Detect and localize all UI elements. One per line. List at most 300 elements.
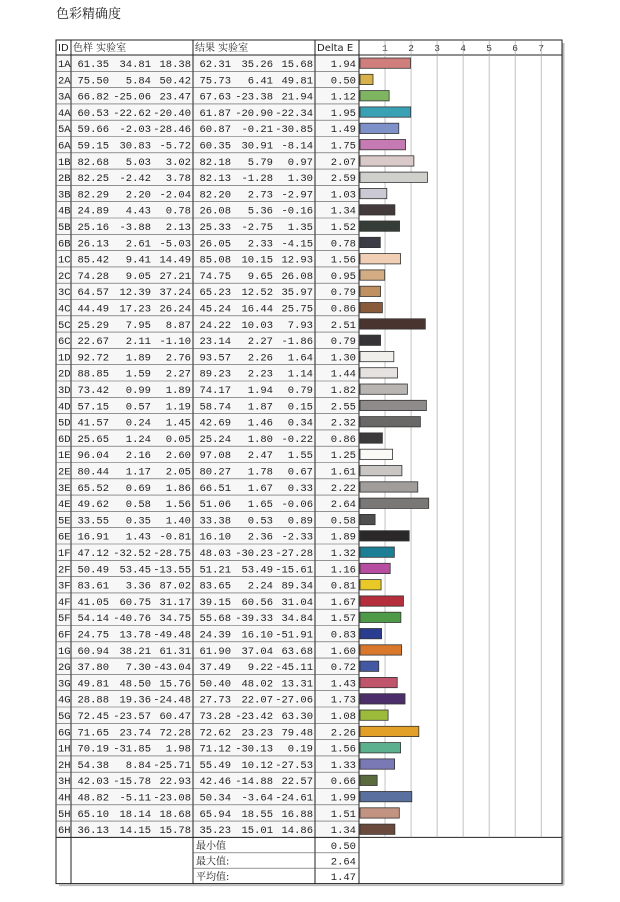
reference-lab-value: -5.03 xyxy=(159,238,191,251)
reference-lab-value: 49.81 xyxy=(77,678,109,691)
result-lab-value: -27.06 xyxy=(275,694,313,707)
result-lab-value: -0.21 xyxy=(241,124,273,137)
row-id: 3A xyxy=(58,91,71,104)
row-id: 3B xyxy=(58,189,71,202)
result-lab-value: -1.28 xyxy=(241,173,273,186)
result-lab-value: 73.28 xyxy=(199,710,231,723)
reference-lab-value: 53.45 xyxy=(119,564,151,577)
reference-lab-value: 23.74 xyxy=(119,727,151,740)
row-id: 3C xyxy=(58,287,71,300)
result-lab-value: 61.87 xyxy=(199,107,231,120)
row-id: 4D xyxy=(58,401,71,414)
reference-lab-value: 18.14 xyxy=(119,808,151,821)
result-lab-value: 63.30 xyxy=(281,710,313,723)
delta-e-bar-chart xyxy=(360,40,544,837)
delta-e-bar xyxy=(360,74,373,84)
delta-e-bar xyxy=(360,351,394,361)
result-lab-value: -24.61 xyxy=(275,792,313,805)
result-lab-value: 80.27 xyxy=(199,466,231,479)
reference-lab-value: 33.55 xyxy=(77,515,109,528)
result-lab-value: 10.03 xyxy=(241,319,273,332)
delta-e-bar xyxy=(360,156,414,166)
result-lab-value: -30.85 xyxy=(275,124,313,137)
row-id: 6G xyxy=(58,727,71,740)
result-lab-value: 14.86 xyxy=(281,825,313,838)
delta-e-value: 1.75 xyxy=(330,140,356,153)
result-lab-value: -2.75 xyxy=(241,221,273,234)
row-id: 2B xyxy=(58,173,71,186)
row-id: 4E xyxy=(58,499,71,512)
reference-lab-value: 22.93 xyxy=(159,776,191,789)
result-lab-value: -0.06 xyxy=(281,499,313,512)
reference-lab-value: 4.43 xyxy=(125,205,151,218)
row-id: 1C xyxy=(58,254,71,267)
reference-lab-value: -15.78 xyxy=(113,776,151,789)
result-lab-value: -27.53 xyxy=(275,759,313,772)
row-id: 6F xyxy=(58,629,71,642)
reference-lab-value: 38.21 xyxy=(119,645,151,658)
result-lab-value: 0.79 xyxy=(287,384,313,397)
reference-lab-value: 31.17 xyxy=(159,596,191,609)
result-lab-value: 60.35 xyxy=(199,140,231,153)
delta-e-value: 0.86 xyxy=(330,433,356,446)
result-lab-value: 89.23 xyxy=(199,368,231,381)
result-lab-value: 34.84 xyxy=(281,613,313,626)
delta-e-bar xyxy=(360,514,375,524)
row-id: 1F xyxy=(58,547,71,560)
delta-e-value: 1.67 xyxy=(330,596,356,609)
row-id: 5F xyxy=(58,613,71,626)
delta-e-bar xyxy=(360,743,401,753)
row-id: 4G xyxy=(58,694,71,707)
reference-lab-value: 59.66 xyxy=(77,124,109,137)
summary-label-avg: 平均值: xyxy=(196,871,230,883)
reference-lab-value: 9.41 xyxy=(125,254,151,267)
result-lab-value: 50.40 xyxy=(199,678,231,691)
reference-lab-value: 66.82 xyxy=(77,91,109,104)
delta-e-value: 1.61 xyxy=(330,466,356,479)
result-lab-value: -51.91 xyxy=(275,629,313,642)
summary-value-avg: 1.47 xyxy=(330,871,356,884)
result-lab-value: -30.13 xyxy=(235,743,273,756)
delta-e-value: 0.83 xyxy=(330,629,356,642)
delta-e-value: 1.89 xyxy=(330,531,356,544)
reference-lab-value: 92.72 xyxy=(77,352,109,365)
result-lab-value: 35.23 xyxy=(199,825,231,838)
result-lab-value: 1.35 xyxy=(287,221,313,234)
reference-lab-value: 24.89 xyxy=(77,205,109,218)
result-lab-value: 51.06 xyxy=(199,499,231,512)
reference-lab-value: 44.49 xyxy=(77,303,109,316)
reference-lab-value: 37.80 xyxy=(77,662,109,675)
reference-lab-value: 61.35 xyxy=(77,58,109,71)
result-lab-value: 1.65 xyxy=(247,499,273,512)
result-lab-value: -2.97 xyxy=(281,189,313,202)
delta-e-value: 2.26 xyxy=(330,727,356,740)
result-lab-value: 42.46 xyxy=(199,776,231,789)
reference-lab-value: 96.04 xyxy=(77,450,109,463)
reference-lab-value: 0.99 xyxy=(125,384,151,397)
reference-lab-value: 50.42 xyxy=(159,75,191,88)
result-lab-value: 89.34 xyxy=(281,580,313,593)
reference-lab-value: 64.57 xyxy=(77,287,109,300)
delta-e-bar xyxy=(360,580,381,590)
result-lab-value: 16.44 xyxy=(241,303,273,316)
summary-label-max: 最大值: xyxy=(196,856,230,868)
reference-lab-value: 87.02 xyxy=(159,580,191,593)
delta-e-bar xyxy=(360,547,394,557)
reference-lab-value: 5.84 xyxy=(125,75,151,88)
reference-lab-value: 18.68 xyxy=(159,808,191,821)
reference-lab-value: 36.13 xyxy=(77,825,109,838)
reference-lab-value: 26.13 xyxy=(77,238,109,251)
result-lab-value: 2.26 xyxy=(247,352,273,365)
delta-e-value: 0.81 xyxy=(330,580,356,593)
delta-e-value: 2.59 xyxy=(330,173,356,186)
result-lab-value: 63.68 xyxy=(281,645,313,658)
reference-lab-value: 2.16 xyxy=(125,450,151,463)
result-lab-value: 50.34 xyxy=(199,792,231,805)
delta-e-bar xyxy=(360,759,395,769)
delta-e-bar xyxy=(360,645,402,655)
result-lab-value: 39.15 xyxy=(199,596,231,609)
reference-lab-value: 83.61 xyxy=(77,580,109,593)
reference-lab-value: -40.76 xyxy=(113,613,151,626)
reference-lab-value: 2.20 xyxy=(125,189,151,202)
result-lab-value: -14.88 xyxy=(235,776,273,789)
row-id: 4A xyxy=(58,107,71,120)
delta-e-bar xyxy=(360,531,409,541)
result-lab-value: 9.22 xyxy=(247,662,273,675)
result-lab-value: 25.33 xyxy=(199,221,231,234)
delta-e-value: 0.86 xyxy=(330,303,356,316)
reference-lab-value: -28.75 xyxy=(153,547,191,560)
delta-e-value: 1.33 xyxy=(330,759,356,772)
result-lab-value: -3.64 xyxy=(241,792,273,805)
reference-lab-value: 7.95 xyxy=(125,319,151,332)
delta-e-bar xyxy=(360,726,419,736)
row-id: 5C xyxy=(58,319,71,332)
result-lab-value: 48.03 xyxy=(199,547,231,560)
reference-lab-value: 72.45 xyxy=(77,710,109,723)
header-id: ID xyxy=(58,43,69,54)
reference-lab-value: 2.05 xyxy=(165,466,191,479)
delta-e-value: 1.60 xyxy=(330,645,356,658)
result-lab-value: 26.08 xyxy=(199,205,231,218)
delta-e-value: 1.16 xyxy=(330,564,356,577)
delta-e-value: 1.30 xyxy=(330,352,356,365)
reference-lab-value: 3.78 xyxy=(165,173,191,186)
row-id: 4B xyxy=(58,205,71,218)
delta-e-bar xyxy=(360,824,395,834)
result-lab-value: 37.04 xyxy=(241,645,273,658)
delta-e-value: 0.58 xyxy=(330,515,356,528)
result-lab-value: 30.91 xyxy=(241,140,273,153)
delta-e-bar xyxy=(360,107,411,117)
summary-label-min: 最小值 xyxy=(196,841,226,853)
reference-lab-value: -2.03 xyxy=(119,124,151,137)
summary-value-min: 0.50 xyxy=(330,841,356,854)
result-lab-value: 49.81 xyxy=(281,75,313,88)
result-lab-value: 0.97 xyxy=(287,156,313,169)
row-id: 6D xyxy=(58,433,71,446)
x-tick-label: 6 xyxy=(512,43,519,54)
result-lab-value: 2.73 xyxy=(247,189,273,202)
delta-e-value: 0.50 xyxy=(330,75,356,88)
row-id: 5B xyxy=(58,221,71,234)
result-lab-value: -0.16 xyxy=(281,205,313,218)
result-lab-value: 15.68 xyxy=(281,58,313,71)
reference-lab-value: 13.78 xyxy=(119,629,151,642)
reference-lab-value: 72.28 xyxy=(159,727,191,740)
result-lab-value: 26.08 xyxy=(281,270,313,283)
result-lab-value: 18.55 xyxy=(241,808,273,821)
result-lab-value: 25.24 xyxy=(199,433,231,446)
result-lab-value: 65.23 xyxy=(199,287,231,300)
delta-e-bar xyxy=(360,205,395,215)
delta-e-value: 2.32 xyxy=(330,417,356,430)
row-id: 4H xyxy=(58,792,71,805)
result-lab-value: 37.49 xyxy=(199,662,231,675)
delta-e-value: 1.73 xyxy=(330,694,356,707)
delta-e-bar xyxy=(360,335,381,345)
delta-e-bar xyxy=(360,449,393,459)
reference-lab-value: 65.52 xyxy=(77,482,109,495)
reference-lab-value: 48.50 xyxy=(119,678,151,691)
result-lab-value: 72.62 xyxy=(199,727,231,740)
x-tick-label: 1 xyxy=(382,43,388,54)
reference-lab-value: 22.67 xyxy=(77,336,109,349)
result-lab-value: 22.57 xyxy=(281,776,313,789)
delta-e-bar xyxy=(360,58,410,68)
delta-e-bar xyxy=(360,563,390,573)
result-lab-value: -2.33 xyxy=(281,531,313,544)
delta-e-value: 1.95 xyxy=(330,107,356,120)
reference-lab-value: 60.75 xyxy=(119,596,151,609)
result-lab-value: 2.47 xyxy=(247,450,273,463)
result-lab-value: 0.19 xyxy=(287,743,313,756)
result-lab-value: 93.57 xyxy=(199,352,231,365)
result-lab-value: 7.93 xyxy=(287,319,313,332)
reference-lab-value: 59.15 xyxy=(77,140,109,153)
result-lab-value: 10.15 xyxy=(241,254,273,267)
delta-e-value: 1.08 xyxy=(330,710,356,723)
result-lab-value: -23.38 xyxy=(235,91,273,104)
result-lab-value: 61.90 xyxy=(199,645,231,658)
result-lab-value: 2.33 xyxy=(247,238,273,251)
result-lab-value: 82.20 xyxy=(199,189,231,202)
delta-e-bar xyxy=(360,221,400,231)
reference-lab-value: 1.56 xyxy=(165,499,191,512)
row-id: 3G xyxy=(58,678,71,691)
result-lab-value: 35.97 xyxy=(281,287,313,300)
reference-lab-value: 60.94 xyxy=(77,645,109,658)
result-lab-value: 26.05 xyxy=(199,238,231,251)
result-lab-value: 60.56 xyxy=(241,596,273,609)
reference-lab-value: 26.24 xyxy=(159,303,191,316)
row-id: 1D xyxy=(58,352,71,365)
reference-lab-value: 14.49 xyxy=(159,254,191,267)
delta-e-bar xyxy=(360,433,382,443)
result-lab-value: 0.89 xyxy=(287,515,313,528)
reference-lab-value: 15.78 xyxy=(159,825,191,838)
reference-lab-value: 34.81 xyxy=(119,58,151,71)
delta-e-value: 1.44 xyxy=(330,368,356,381)
delta-e-bar xyxy=(360,694,405,704)
result-lab-value: 2.24 xyxy=(247,580,273,593)
reference-lab-value: 34.75 xyxy=(159,613,191,626)
result-lab-value: 1.30 xyxy=(287,173,313,186)
result-lab-value: 24.39 xyxy=(199,629,231,642)
result-lab-value: 66.51 xyxy=(199,482,231,495)
delta-e-value: 1.52 xyxy=(330,221,356,234)
header-reference-lab: 色样 实验室 xyxy=(73,43,127,54)
row-id: 5H xyxy=(58,808,71,821)
result-lab-value: 45.24 xyxy=(199,303,231,316)
result-lab-value: -1.86 xyxy=(281,336,313,349)
reference-lab-value: 71.65 xyxy=(77,727,109,740)
delta-e-bar xyxy=(360,91,389,101)
delta-e-value: 1.34 xyxy=(330,205,356,218)
reference-lab-value: 2.13 xyxy=(165,221,191,234)
result-lab-value: 65.94 xyxy=(199,808,231,821)
reference-lab-value: 41.05 xyxy=(77,596,109,609)
row-id: 5E xyxy=(58,515,71,528)
delta-e-value: 1.57 xyxy=(330,613,356,626)
result-lab-value: 71.12 xyxy=(199,743,231,756)
reference-lab-value: 2.11 xyxy=(125,336,151,349)
delta-e-value: 1.56 xyxy=(330,254,356,267)
delta-e-value: 1.12 xyxy=(330,91,356,104)
delta-e-value: 1.51 xyxy=(330,808,356,821)
result-lab-value: -45.11 xyxy=(275,662,313,675)
reference-lab-value: -43.04 xyxy=(153,662,191,675)
reference-lab-value: 7.30 xyxy=(125,662,151,675)
delta-e-bar xyxy=(360,368,397,378)
delta-e-value: 1.82 xyxy=(330,384,356,397)
reference-lab-value: 16.91 xyxy=(77,531,109,544)
result-lab-value: 12.93 xyxy=(281,254,313,267)
reference-lab-value: 70.19 xyxy=(77,743,109,756)
result-lab-value: 1.67 xyxy=(247,482,273,495)
reference-lab-value: 0.24 xyxy=(125,417,151,430)
result-lab-value: 16.88 xyxy=(281,808,313,821)
result-lab-value: -30.23 xyxy=(235,547,273,560)
reference-lab-value: 41.57 xyxy=(77,417,109,430)
result-lab-value: 67.63 xyxy=(199,91,231,104)
reference-lab-value: 28.88 xyxy=(77,694,109,707)
delta-e-bar xyxy=(360,123,399,133)
result-lab-value: 1.94 xyxy=(247,384,273,397)
reference-lab-value: 14.15 xyxy=(119,825,151,838)
result-lab-value: 1.80 xyxy=(247,433,273,446)
row-id: 2E xyxy=(58,466,71,479)
result-lab-value: 74.17 xyxy=(199,384,231,397)
reference-lab-value: -23.08 xyxy=(153,792,191,805)
reference-lab-value: 17.23 xyxy=(119,303,151,316)
result-lab-value: 55.49 xyxy=(199,759,231,772)
row-id: 2D xyxy=(58,368,71,381)
delta-e-bar xyxy=(360,286,381,296)
reference-lab-value: -0.81 xyxy=(159,531,191,544)
reference-lab-value: 75.50 xyxy=(77,75,109,88)
reference-lab-value: 82.68 xyxy=(77,156,109,169)
reference-lab-value: 12.39 xyxy=(119,287,151,300)
row-id: 6B xyxy=(58,238,71,251)
delta-e-value: 2.55 xyxy=(330,401,356,414)
delta-e-bar xyxy=(360,384,407,394)
delta-e-value: 1.03 xyxy=(330,189,356,202)
delta-e-value: 1.32 xyxy=(330,547,356,560)
row-id: 4C xyxy=(58,303,71,316)
delta-e-bar xyxy=(360,775,377,785)
reference-lab-value: 42.03 xyxy=(77,776,109,789)
result-lab-value: 82.13 xyxy=(199,173,231,186)
result-lab-value: 23.14 xyxy=(199,336,231,349)
delta-e-bar xyxy=(360,482,418,492)
reference-lab-value: 30.83 xyxy=(119,140,151,153)
reference-lab-value: 0.58 xyxy=(125,499,151,512)
result-lab-value: 53.49 xyxy=(241,564,273,577)
reference-lab-value: 1.43 xyxy=(125,531,151,544)
reference-lab-value: -2.42 xyxy=(119,173,151,186)
result-lab-value: 0.15 xyxy=(287,401,313,414)
reference-lab-value: -2.04 xyxy=(159,189,191,202)
row-id: 3E xyxy=(58,482,71,495)
delta-e-value: 0.79 xyxy=(330,287,356,300)
delta-e-value: 2.07 xyxy=(330,156,356,169)
row-id: 6A xyxy=(58,140,71,153)
row-id: 3F xyxy=(58,580,71,593)
result-lab-value: 85.08 xyxy=(199,254,231,267)
result-lab-value: 2.27 xyxy=(247,336,273,349)
delta-e-value: 0.66 xyxy=(330,776,356,789)
result-lab-value: -22.34 xyxy=(275,107,313,120)
result-lab-value: 6.41 xyxy=(247,75,273,88)
row-id: 4F xyxy=(58,596,71,609)
result-lab-value: 60.87 xyxy=(199,124,231,137)
reference-lab-value: 54.38 xyxy=(77,759,109,772)
row-id: 1B xyxy=(58,156,71,169)
delta-e-value: 1.25 xyxy=(330,450,356,463)
result-lab-value: 25.75 xyxy=(281,303,313,316)
result-lab-value: 35.26 xyxy=(241,58,273,71)
reference-lab-value: 18.38 xyxy=(159,58,191,71)
row-id: 5G xyxy=(58,710,71,723)
delta-e-bar xyxy=(360,172,427,182)
reference-lab-value: 48.82 xyxy=(77,792,109,805)
header-delta-e: Delta E xyxy=(317,43,354,54)
result-lab-value: 1.78 xyxy=(247,466,273,479)
result-lab-value: 48.02 xyxy=(241,678,273,691)
result-lab-value: 55.68 xyxy=(199,613,231,626)
delta-e-bar xyxy=(360,808,399,818)
reference-lab-value: 60.47 xyxy=(159,710,191,723)
result-lab-value: 58.74 xyxy=(199,401,231,414)
row-id: 6E xyxy=(58,531,71,544)
delta-e-bar xyxy=(360,417,420,427)
result-lab-value: 24.22 xyxy=(199,319,231,332)
row-id: 3D xyxy=(58,384,71,397)
result-lab-value: 16.10 xyxy=(241,629,273,642)
delta-e-bar xyxy=(360,661,379,671)
delta-e-bar xyxy=(360,254,401,264)
row-id: 2C xyxy=(58,270,71,283)
result-lab-value: -27.28 xyxy=(275,547,313,560)
reference-lab-value: 2.76 xyxy=(165,352,191,365)
result-lab-value: 9.65 xyxy=(247,270,273,283)
x-tick-label: 2 xyxy=(408,43,414,54)
